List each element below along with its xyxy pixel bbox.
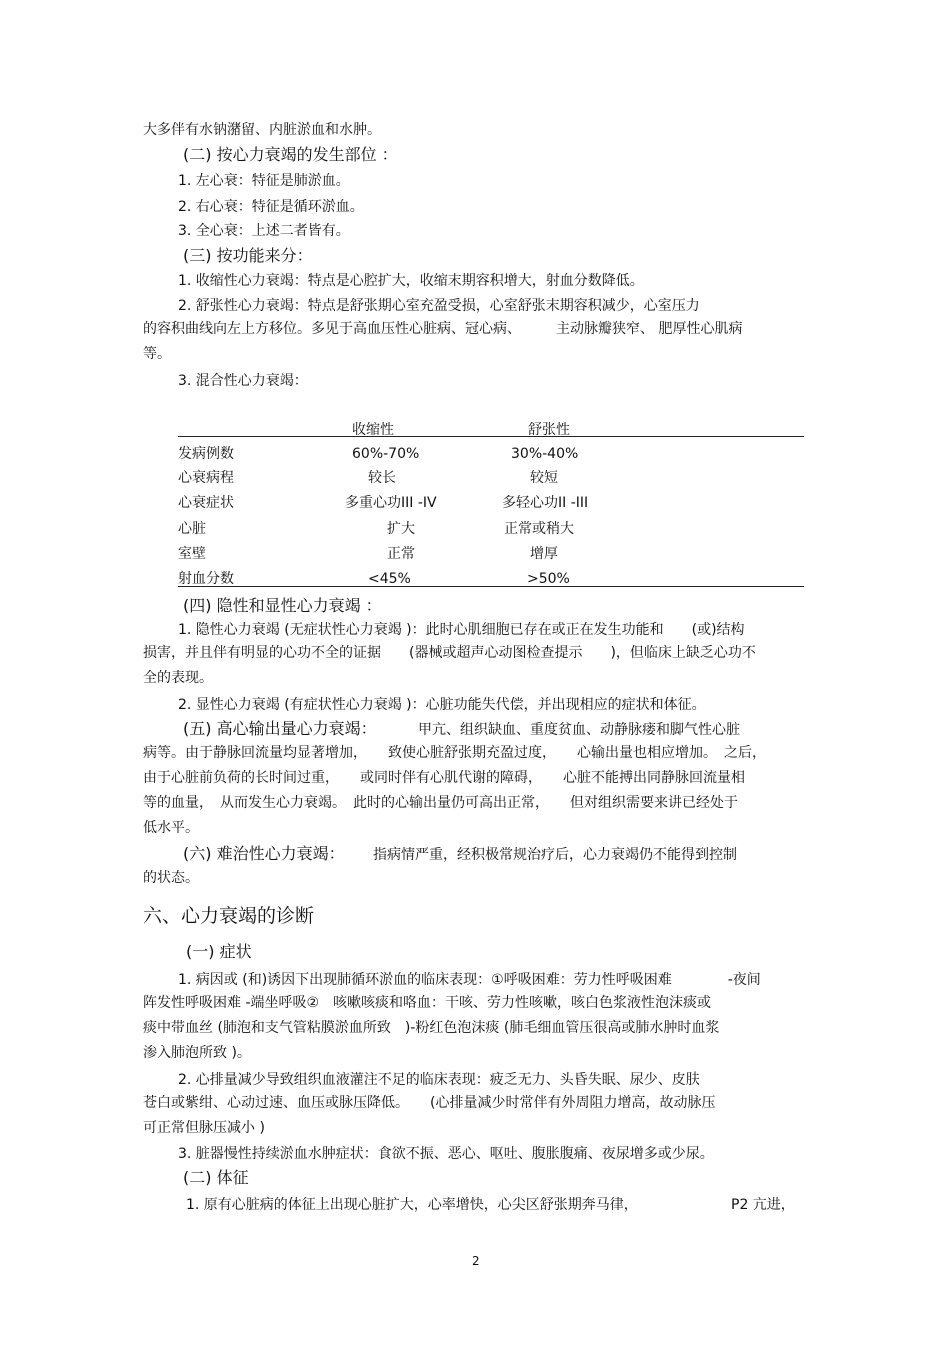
list-item: 1. 原有心脏病的体征上出现心脏扩大，心率增快，心尖区舒张期奔马律， xyxy=(186,1197,638,1213)
paragraph-line: 的容积曲线向左上方移位。多见于高血压性心脏病、冠心病、 主动脉瓣狭窄、 肥厚性心肌病 xyxy=(143,321,743,337)
list-item: 2. 右心衰：特征是循环淤血。 xyxy=(178,199,364,215)
paragraph-line: 由于心脏前负荷的长时间过重， 或同时伴有心肌代谢的障碍， 心脏不能搏出同静脉回流量相 xyxy=(143,770,745,786)
table-row-label: 心衰症状 xyxy=(178,495,234,511)
paragraph-line: 病等。由于静脉回流量均显著增加， 致使心脏舒张期充盈过度， 心输出量也相应增加。 之后， xyxy=(143,745,766,761)
list-item: 2. 舒张性心力衰竭：特点是舒张期心室充盈受损，心室舒张末期容积减少，心室压力 xyxy=(178,298,700,314)
table-cell: 正常或稍大 xyxy=(504,521,574,537)
table-cell: 增厚 xyxy=(530,546,558,562)
section-heading: (二) 按心力衰竭的发生部位 ： xyxy=(183,145,398,164)
table-top-rule xyxy=(178,436,804,437)
list-item: 3. 混合性心力衰竭： xyxy=(178,373,308,389)
paragraph-line: 苍白或紫绀、心动过速、血压或脉压降低。 (心排量减少时常伴有外周阻力增高，故动脉压 xyxy=(143,1095,716,1111)
table-row-label: 心衰病程 xyxy=(178,470,234,486)
table-cell: <45% xyxy=(368,571,411,587)
page-number: 2 xyxy=(472,1254,480,1268)
list-item: 3. 全心衰：上述二者皆有。 xyxy=(178,223,350,239)
list-item: 1. 隐性心力衰竭 (无症状性心力衰竭 )：此时心肌细胞已存在或正在发生功能和 (或)结构 xyxy=(178,622,745,638)
list-item: 3. 脏器慢性持续淤血水肿症状：食欲不振、恶心、呕吐、腹胀腹痛、夜尿增多或少尿。 xyxy=(178,1146,714,1162)
table-row-label: 心脏 xyxy=(178,521,206,537)
paragraph-line: 大多伴有水钠潴留、内脏淤血和水肿。 xyxy=(143,122,381,138)
paragraph-line: 的状态。 xyxy=(143,870,199,886)
table-cell: >50% xyxy=(527,571,570,587)
table-cell: 较长 xyxy=(368,470,396,486)
subsection-heading: (一) 症状 xyxy=(186,942,252,961)
list-item: 1. 病因或 (和)诱因下出现肺循环淤血的临床表现：①呼吸困难：劳力性呼吸困难 -夜间 xyxy=(178,972,761,988)
list-item: 1. 收缩性心力衰竭：特点是心腔扩大，收缩末期容积增大，射血分数降低。 xyxy=(178,273,644,289)
section-heading: (四) 隐性和显性心力衰竭 ： xyxy=(183,596,382,615)
table-cell: 正常 xyxy=(387,546,415,562)
paragraph-line: 可正常但脉压减小 ) xyxy=(143,1120,265,1136)
list-item-continuation: P2 亢进， xyxy=(731,1197,795,1213)
section-heading: (三) 按功能来分： xyxy=(183,246,313,265)
list-item: 2. 显性心力衰竭 (有症状性心力衰竭 )：心脏功能失代偿，并出现相应的症状和体征。 xyxy=(178,697,706,713)
paragraph-line: 痰中带血丝 (肺泡和支气管粘膜淤血所致 )-粉红色泡沫痰 (肺毛细血管压很高或肺水肿时血浆 xyxy=(143,1020,720,1036)
table-cell: 多重心功III -IV xyxy=(345,495,437,511)
table-header: 收缩性 xyxy=(352,422,394,438)
paragraph-line: 渗入肺泡所致 )。 xyxy=(143,1045,251,1061)
section-heading: (六) 难治性心力衰竭： xyxy=(183,844,345,863)
table-bottom-rule xyxy=(178,586,804,587)
table-row-label: 发病例数 xyxy=(178,446,234,462)
list-item: 1. 左心衰：特征是肺淤血。 xyxy=(178,173,350,189)
paragraph-line: 阵发性呼吸困难 -端坐呼吸② 咳嗽咳痰和咯血：干咳、劳力性咳嗽，咳白色浆液性泡沫痰或 xyxy=(143,995,712,1011)
table-cell: 30%-40% xyxy=(511,446,579,462)
table-row-label: 室壁 xyxy=(178,546,206,562)
paragraph-line: 甲亢、组织缺血、重度贫血、动静脉瘘和脚气性心脏 xyxy=(418,722,740,738)
section-heading: (二) 体征 xyxy=(183,1168,249,1187)
paragraph-line: 全的表现。 xyxy=(143,670,213,686)
table-cell: 较短 xyxy=(530,470,558,486)
table-cell: 多轻心功II -III xyxy=(502,495,589,511)
table-row-label: 射血分数 xyxy=(178,571,234,587)
table-header: 舒张性 xyxy=(528,422,570,438)
chapter-heading: 六、心力衰竭的诊断 xyxy=(143,905,315,927)
paragraph-line: 损害，并且伴有明显的心功不全的证据 (器械或超声心动图检查提示 )，但临床上缺乏心功不 xyxy=(143,645,756,661)
paragraph-line: 低水平。 xyxy=(143,820,199,836)
table-cell: 60%-70% xyxy=(352,446,420,462)
paragraph-line: 指病情严重，经积极常规治疗后，心力衰竭仍不能得到控制 xyxy=(373,847,737,863)
table-cell: 扩大 xyxy=(387,521,415,537)
paragraph-line: 等。 xyxy=(143,346,171,362)
list-item: 2. 心排量减少导致组织血液灌注不足的临床表现：疲乏无力、头昏失眠、尿少、皮肤 xyxy=(178,1072,700,1088)
paragraph-line: 等的血量， 从而发生心力衰竭。 此时的心输出量仍可高出正常， 但对组织需要来讲已经处于 xyxy=(143,795,738,811)
section-heading: (五) 高心输出量心力衰竭： xyxy=(183,719,377,738)
